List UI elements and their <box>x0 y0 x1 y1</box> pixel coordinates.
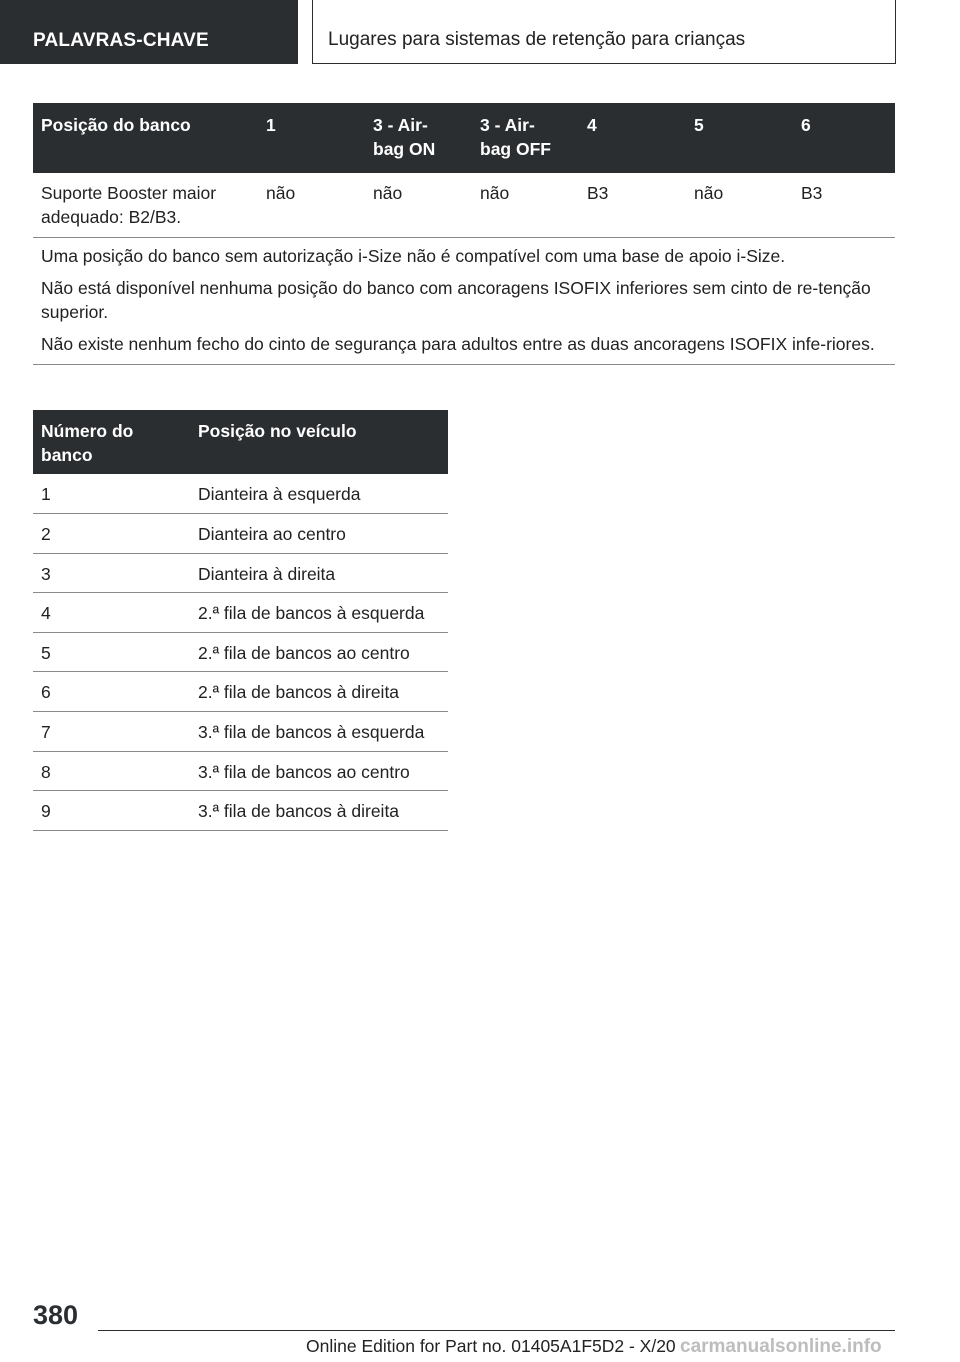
header-seat-6: 6 <box>793 103 895 173</box>
table-header-row <box>33 410 448 474</box>
seat-position: 3.ª fila de bancos à esquerda <box>190 712 448 752</box>
table-row <box>33 712 448 752</box>
table-row <box>33 593 448 633</box>
row-label: Suporte Booster maior adequado: B2/B3. <box>33 173 258 238</box>
table-row <box>33 173 895 238</box>
seat-position: 3.ª fila de bancos à direita <box>190 791 448 831</box>
seat-number: 3 <box>33 553 190 593</box>
table-row <box>33 791 448 831</box>
header-seat-position: Posição do banco <box>33 103 258 173</box>
seat-number: 6 <box>33 672 190 712</box>
seat-compatibility-table <box>33 103 895 365</box>
table-header-row <box>33 103 895 173</box>
note-text: Não existe nenhum fecho do cinto de segurança para adultos entre as duas ancoragens ISOFIX infe-riores. <box>41 334 875 354</box>
seat-position: 3.ª fila de bancos ao centro <box>190 751 448 791</box>
table-row <box>33 553 448 593</box>
header-vehicle-position: Posição no veículo <box>190 410 448 474</box>
header-seat-3-airbag-off: 3 - Air- bag OFF <box>472 103 579 173</box>
table-row <box>33 751 448 791</box>
cell-value: B3 <box>793 173 895 238</box>
page-number: 380 <box>33 1300 79 1330</box>
edition-text: Online Edition for Part no. 01405A1F5D2 - X/20 <box>306 1336 676 1356</box>
notes-cell <box>33 238 895 365</box>
seat-number: 5 <box>33 632 190 672</box>
seat-position: 2.ª fila de bancos à direita <box>190 672 448 712</box>
table-row <box>33 474 448 514</box>
note-text: Não está disponível nenhuma posição do banco com ancoragens ISOFIX inferiores sem cinto de re-tenção superior. <box>41 278 871 322</box>
seat-number: 7 <box>33 712 190 752</box>
table-row <box>33 632 448 672</box>
seat-number: 2 <box>33 514 190 554</box>
table-row <box>33 672 448 712</box>
seat-number: 1 <box>33 474 190 514</box>
table-row <box>33 514 448 554</box>
seat-position: Dianteira à direita <box>190 553 448 593</box>
seat-number: 4 <box>33 593 190 633</box>
note-text: Uma posição do banco sem autorização i-Size não é compatível com uma base de apoio i-Size. <box>41 246 786 266</box>
header-seat-5: 5 <box>686 103 793 173</box>
footer-divider <box>98 1330 895 1331</box>
section-title: Lugares para sistemas de retenção para crianças <box>312 0 896 64</box>
header-seat-4: 4 <box>579 103 686 173</box>
header-seat-3-airbag-on: 3 - Air- bag ON <box>365 103 472 173</box>
keywords-tab[interactable]: PALAVRAS-CHAVE <box>0 0 298 64</box>
cell-value: não <box>472 173 579 238</box>
seat-position: Dianteira à esquerda <box>190 474 448 514</box>
seat-number: 9 <box>33 791 190 831</box>
seat-number: 8 <box>33 751 190 791</box>
seat-position: Dianteira ao centro <box>190 514 448 554</box>
cell-value: B3 <box>579 173 686 238</box>
seat-position: 2.ª fila de bancos ao centro <box>190 632 448 672</box>
cell-value: não <box>365 173 472 238</box>
notes-row <box>33 238 895 365</box>
seat-position: 2.ª fila de bancos à esquerda <box>190 593 448 633</box>
seat-position-table <box>33 410 448 831</box>
cell-value: não <box>686 173 793 238</box>
cell-value: não <box>258 173 365 238</box>
watermark-text: carmanualsonline.info <box>680 1336 882 1357</box>
header-seat-1: 1 <box>258 103 365 173</box>
header-seat-number: Número do banco <box>33 410 190 474</box>
